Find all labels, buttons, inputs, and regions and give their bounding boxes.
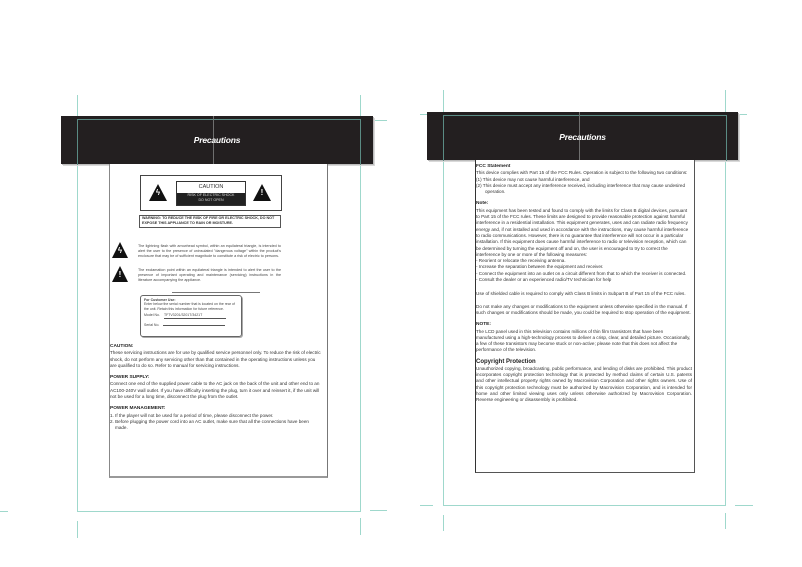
trim-guide bbox=[77, 164, 78, 512]
caution-label bbox=[176, 181, 246, 206]
power-management-heading: POWER MANAGEMENT: bbox=[110, 406, 166, 412]
caution-line-2: DO NOT OPEN bbox=[198, 198, 224, 202]
note-measure: - Connect the equipment into an outlet on a circuit different from that to which the receiver is connected. bbox=[476, 270, 687, 276]
note-body: This equipment has been tested and found to comply with the limits for Class B digital devices, pursuant to Part 15 of the FCC rules. These limits are designed to provide reasonable protection against harmful interference in a residential installation. This equipment generates, uses and can radiate radio frequency energy and, if not installed and used in accordance with the instructions, may cause harmful interference to radio communications. However, there is no guarantee that interference will not occur in a particular installation. If this equipment does cause harmful interference to radio or television reception, which can be determined by turning the equipment off and on, the user is encouraged to try to correct the interference by one or more of the following measures: bbox=[476, 207, 689, 257]
crop-guide bbox=[0, 511, 8, 512]
page-header bbox=[427, 112, 738, 160]
caution-panel bbox=[140, 175, 282, 211]
modifications-text: Do not make any changes or modifications to the equipment unless otherwise specified in the manual. If such changes or modifications should be made, you could be required to stop operation of the equipment. bbox=[476, 303, 691, 315]
caution-heading: CAUTION: bbox=[110, 344, 134, 349]
crop-guide bbox=[77, 521, 78, 538]
page-header bbox=[61, 116, 373, 164]
trim-guide bbox=[77, 511, 361, 512]
note-measure: - Consult the dealer or an experienced radio/TV technician for help bbox=[476, 277, 612, 283]
serial-number-row bbox=[144, 321, 238, 327]
note-measure: - Reorient or relocate the receiving antenna. bbox=[476, 258, 566, 264]
power-supply-paragraph: Connect one end of the supplied power cable to the AC jack on the back of the unit and other end to an AC100-240V wall outlet. If you have difficulty inserting the plug, turn it over and reinsert it, if the unit will not be used for a long time, disconnect the plug from the outlet. bbox=[110, 381, 320, 400]
crop-guide bbox=[735, 505, 753, 506]
crop-guide bbox=[360, 518, 361, 535]
lcd-note-heading: NOTE: bbox=[476, 322, 491, 328]
trim-guide bbox=[360, 164, 361, 512]
fcc-condition: (1) This device may not cause harmful interference, and bbox=[476, 176, 590, 182]
warning-notice: WARNING: TO REDUCE THE RISK OF FIRE OR ELECTRIC SHOCK, DO NOT EXPOSE THIS APPLIANCE TO RAIN OR MOISTURE. bbox=[139, 215, 281, 228]
note-heading: Note: bbox=[476, 201, 489, 207]
exclamation-symbol-description: The exclamation point within an equilateral triangle is intended to alert the user to the presence of important operating and maintenance (servicing) instructions in the literature accompanying the appliance. bbox=[138, 268, 281, 282]
caution-title: CAUTION bbox=[198, 184, 224, 190]
model-number-field: TFTV3201/3201T/3421T bbox=[164, 313, 226, 318]
caution-line-1: RISK OF ELECTRIC SHOCK bbox=[187, 193, 235, 197]
model-number-row bbox=[144, 313, 238, 318]
customer-use-body: Enter below the serial number that is located on the rear of the unit. Retain this information for future reference. bbox=[144, 302, 235, 311]
shielded-cable-text: Use of shielded cable is required to comply with Class B limits in Subpart B of Part 15 of the FCC rules. bbox=[476, 291, 686, 297]
power-supply-heading: POWER SUPPLY: bbox=[110, 375, 150, 381]
power-management-item: 1. If the player will not be used for a period of time, please disconnect the power. bbox=[110, 412, 274, 418]
crop-guide bbox=[370, 510, 387, 511]
model-number-label: Model No. bbox=[144, 313, 160, 318]
lcd-note-body: The LCD panel used in this television contains millions of thin film transistors that have been manufactured using a high-technology process to deliver a crisp, clear, and detailed picture. Occasionally, a few of these transistors may become stuck or non-active; please note that this does not affect the performance of the television. bbox=[476, 328, 691, 353]
serial-number-field bbox=[163, 321, 225, 326]
customer-use-title: For Customer Use: bbox=[144, 298, 176, 302]
page-title: Precautions bbox=[559, 132, 606, 142]
note-measure: - Increase the separation between the equipment and receiver. bbox=[476, 264, 604, 270]
caution-paragraph: These servicing instructions are for use by qualified service personnel only. To reduce the risk of electric shock, do not perform any servicing other than that contained in the operating instructions unless you are qualified to do so. Refer to manual for servicing instructions. bbox=[110, 350, 321, 368]
caution-subtext bbox=[177, 193, 245, 205]
copyright-heading: Copyright Protection bbox=[476, 358, 536, 365]
exclamation-triangle-icon: ! bbox=[253, 184, 271, 201]
serial-number-label: Serial No. bbox=[144, 322, 160, 327]
fcc-heading: FCC Statement bbox=[476, 164, 511, 169]
crop-guide bbox=[725, 513, 726, 529]
customer-use-box bbox=[140, 295, 242, 337]
fcc-intro: This device complies with Part 15 of the FCC Rules. Operation is subject to the following two conditions: bbox=[476, 170, 688, 176]
copyright-body: Unauthorized copying, broadcasting, public performance, and lending of disks are prohibited. This product incorporates copyright protection technology that is protected by method claims of certain U.S. patents and other intellectual property rights owned by Macrovision Corporation and other rights owners. Use of this copyright protection technology must be authorized by Macrovision Corporation, and is intended for home and other limited viewing uses only unless otherwise authorized by Macrovision Corporation. Reverse engineering or disassembly is prohibited. bbox=[476, 365, 692, 403]
lightning-triangle-icon: ϟ bbox=[149, 184, 167, 201]
trim-guide bbox=[443, 160, 444, 506]
trim-guide bbox=[725, 160, 726, 506]
trim-guide bbox=[443, 505, 726, 506]
page-title: Precautions bbox=[193, 135, 241, 145]
fcc-condition: (2) This device must accept any interference received, including interference that may cause undesired operation. bbox=[476, 182, 686, 195]
crop-guide bbox=[443, 515, 444, 531]
exclamation-triangle-icon: ! bbox=[112, 266, 128, 282]
divider bbox=[172, 292, 260, 293]
left-page-body bbox=[110, 344, 322, 432]
lightning-triangle-icon: ϟ bbox=[112, 242, 128, 258]
lightning-symbol-description: The lightning flash with arrowhead symbol, within an equilateral triangle, is intended to alert the user to the presence of uninsulated "dangerous voltage" within the product's enclosure that may be of sufficient magnitude to constitute a risk of electric to persons. bbox=[138, 244, 281, 258]
power-management-item: 2. Before plugging the power cord into an AC outlet, make sure that all the connections have been made. bbox=[110, 418, 309, 431]
crop-guide bbox=[420, 505, 433, 506]
right-page-body bbox=[476, 164, 692, 404]
